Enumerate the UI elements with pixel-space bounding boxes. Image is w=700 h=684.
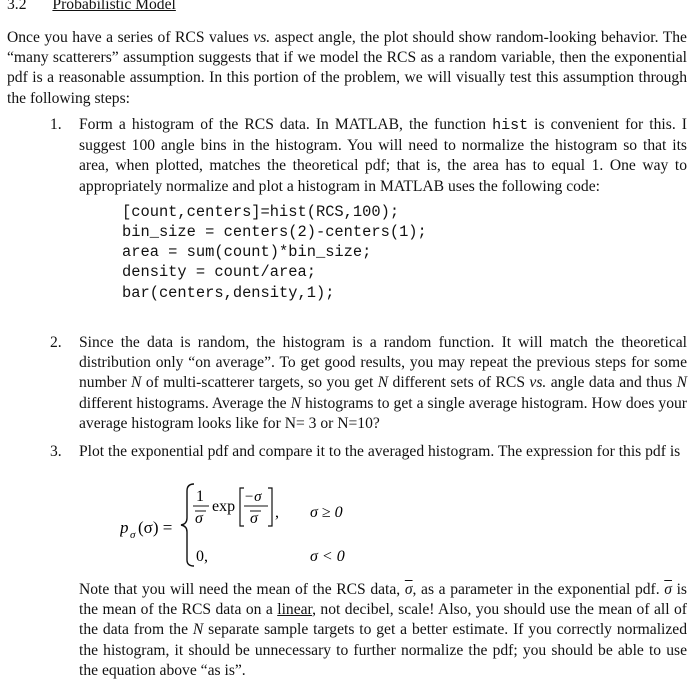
exp-numerator: −σ — [244, 489, 262, 505]
sigma-bar: $\overline{\sigma}$ — [404, 581, 413, 598]
zero-case: 0, — [196, 548, 208, 565]
item2-text: angle data and thus — [546, 374, 677, 392]
linear-underlined: linear — [277, 601, 313, 619]
list-item-1 — [50, 115, 687, 303]
item2-text: histograms to get a single average histogram. How does your average histogram looks like for N= 3 or N=10? — [79, 394, 687, 432]
exp-function: exp — [212, 498, 236, 515]
var-n: N — [131, 374, 142, 392]
list-marker: 1. — [50, 116, 62, 133]
fraction-numerator: 1 — [196, 488, 204, 505]
formula-subscript: σ — [130, 529, 136, 541]
formula-p: p — [120, 518, 129, 537]
code-line: area = sum(count)*bin_size; — [122, 243, 372, 262]
var-n: N — [192, 621, 204, 639]
formula-lhs-arg: (σ) = — [138, 518, 173, 537]
list-marker: 3. — [50, 443, 62, 460]
list-item-body — [79, 333, 687, 434]
var-n: N — [676, 374, 687, 392]
condition-negative: σ < 0 — [310, 548, 345, 565]
list-item-body — [79, 442, 687, 462]
code-line: bin_size = centers(2)-centers(1); — [122, 223, 427, 242]
item2-vs: vs. — [529, 374, 547, 392]
item2-text: Since the data is random, the histogram is a random function. It will match the theoretical distribution only “on average”. To get good results, you may repeat the previous steps for some number — [79, 334, 687, 392]
list-item-body — [79, 115, 687, 303]
item2-text: of multi-scatterer targets, so you get — [141, 374, 378, 392]
note-text: , as a parameter in the exponential pdf. — [412, 581, 665, 598]
section-heading — [7, 0, 176, 15]
item3-text: Plot the exponential pdf and compare it to the averaged histogram. The expression for this pdf is — [79, 443, 681, 460]
var-n: N — [290, 394, 301, 412]
intro-vs: vs. — [253, 29, 271, 46]
sigma-bar: $\overline{\sigma}$ — [664, 581, 672, 598]
note-text: , not decibel, scale! Also, you should use the mean of all of the data from the — [79, 601, 687, 639]
exponential-pdf-formula — [120, 482, 420, 572]
code-block — [122, 202, 687, 303]
item1-text-2: is convenient for this. I suggest 100 angle bins in the histogram. You will need to normalize the histogram so that its area, when plotted, matches the theoretical pdf; that is, the area has to equal 1. One way to appropriately normalize and plot a histogram in MATLAB uses the following code: — [79, 116, 687, 195]
code-line: [count,centers]=hist(RCS,100); — [122, 202, 400, 221]
intro-paragraph — [7, 28, 687, 109]
right-bracket — [268, 488, 272, 526]
intro-text: Once you have a series of RCS values — [7, 29, 254, 46]
note-text: is the mean of the RCS data on a — [79, 581, 687, 619]
left-brace — [181, 484, 194, 566]
code-line: density = count/area; — [122, 263, 316, 282]
list-marker: 2. — [50, 334, 62, 351]
fraction-denominator: σ — [195, 510, 203, 527]
note-text: Note that you will need the mean of the RCS data, — [79, 581, 405, 598]
list-item-3 — [50, 442, 687, 462]
inline-code: hist — [492, 117, 529, 134]
list-item-2 — [50, 333, 687, 434]
exp-denominator: σ — [250, 510, 258, 527]
item2-text: different histograms. Average the — [79, 394, 291, 412]
note-text: separate sample targets to get a better estimate. If you correctly normalized the histogram, it should be unnecessary to further normalize the pdf; you should be able to use the equation above “as is”. — [79, 621, 687, 679]
intro-text-2: aspect angle, the plot should show random-looking behavior. The “many scatterers” assumption suggests that if we model the RCS as a random variable, then the exponential pdf is a reasonable assumption. In this portion of the problem, we will visually test this assumption through the following steps: — [7, 29, 687, 107]
section-number: 3.2 — [7, 0, 27, 13]
code-line: bar(centers,density,1); — [122, 283, 335, 302]
item1-text: Form a histogram of the RCS data. In MATLAB, the function — [79, 116, 493, 133]
item2-text: different sets of RCS — [388, 374, 530, 392]
var-n: N — [377, 374, 389, 392]
section-title: Probabilistic Model — [52, 0, 176, 13]
note-paragraph — [79, 580, 687, 681]
condition-positive: σ ≥ 0 — [310, 504, 343, 521]
formula-comma: , — [275, 504, 279, 521]
